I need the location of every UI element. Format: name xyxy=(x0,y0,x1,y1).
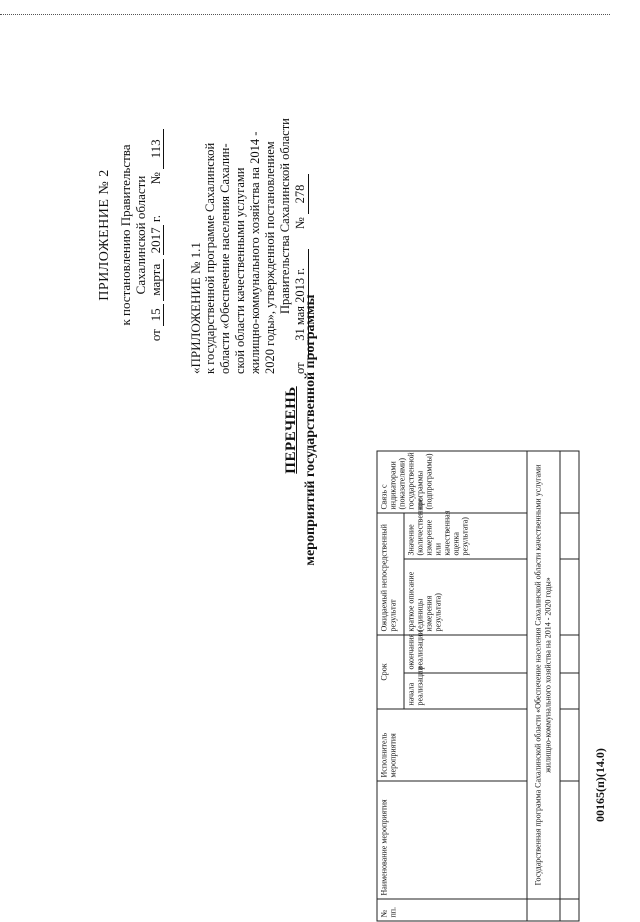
program-row-no xyxy=(527,899,560,921)
empty-cell xyxy=(560,673,579,709)
col-term: Срок xyxy=(377,635,404,709)
document-code: 00165(п)(14.0) xyxy=(593,748,607,822)
program-row: Государственная программа Сахалинской области «Обеспечение населения Сахалинской области качественными услугами жилищно-коммунального хозяйства на 2014 - 2020 годы» xyxy=(527,451,560,899)
appendix-2-block xyxy=(97,115,173,355)
appendix-1-1-line-4: жилищно-коммунального хозяйства на 2014 - xyxy=(248,131,262,374)
heading-subtitle: мероприятий государственной программы xyxy=(303,294,318,566)
appendix-1-1-line-6: Правительства Сахалинской области xyxy=(278,118,292,314)
col-executor: Исполнитель мероприятия xyxy=(377,709,527,781)
heading-title: ПЕРЕЧЕНЬ xyxy=(283,386,299,474)
appendix-2-date-line: от 15 марта 2017 г. № 113 xyxy=(148,115,164,355)
appendix-2-month: марта xyxy=(148,259,164,301)
col-no: № пп. xyxy=(377,899,527,921)
appendix-1-1-line-3: ской области качественными услугами xyxy=(233,167,247,374)
empty-cell xyxy=(560,635,579,673)
col-name: Наименование мероприятия xyxy=(377,781,527,899)
col-result-desc: краткое описание (единицы измерения результата) xyxy=(404,559,527,635)
appendix-1-1-date: 31 мая 2013 г. xyxy=(293,249,309,359)
measures-table xyxy=(377,452,580,922)
appendix-1-1-line-2: области «Обеспечение населения Сахалин- xyxy=(218,143,232,374)
empty-cell xyxy=(560,899,579,921)
appendix-2-title: ПРИЛОЖЕНИЕ № 2 xyxy=(97,169,112,301)
appendix-2-year: 2017 xyxy=(148,227,163,254)
col-term-start: начала реализации xyxy=(404,673,527,709)
col-term-end: окончания реализации xyxy=(404,635,527,673)
appendix-1-1-date-line: от 31 мая 2013 г. № 278 xyxy=(293,84,309,374)
col-link: Связь с индикаторами (показателями) государственной программы (подпрограммы) xyxy=(377,451,527,513)
appendix-2-number: 113 xyxy=(148,129,164,169)
col-result-value: Значение (количественное измерение или качественная оценка результата) xyxy=(404,513,527,559)
appendix-1-1-number: 278 xyxy=(293,174,309,214)
empty-cell xyxy=(560,513,579,559)
empty-cell xyxy=(560,781,579,899)
appendix-2-day: 15 xyxy=(148,304,164,326)
appendix-1-1-title: «ПРИЛОЖЕНИЕ № 1.1 xyxy=(188,242,203,374)
empty-cell xyxy=(560,451,579,513)
col-result: Ожидаемый непосредственный результат xyxy=(377,513,404,635)
top-dotted-line xyxy=(0,14,610,15)
appendix-2-line2: Сахалинской области xyxy=(133,175,148,295)
document-heading xyxy=(282,280,328,580)
appendix-1-1-line-5: 2020 годы», утвержденной постановлением xyxy=(263,141,277,374)
appendix-2-line1: к постановлению Правительства xyxy=(118,144,133,326)
empty-cell xyxy=(560,709,579,781)
empty-cell xyxy=(560,559,579,635)
appendix-1-1-line-1: к государственной программе Сахалинской xyxy=(203,142,217,374)
